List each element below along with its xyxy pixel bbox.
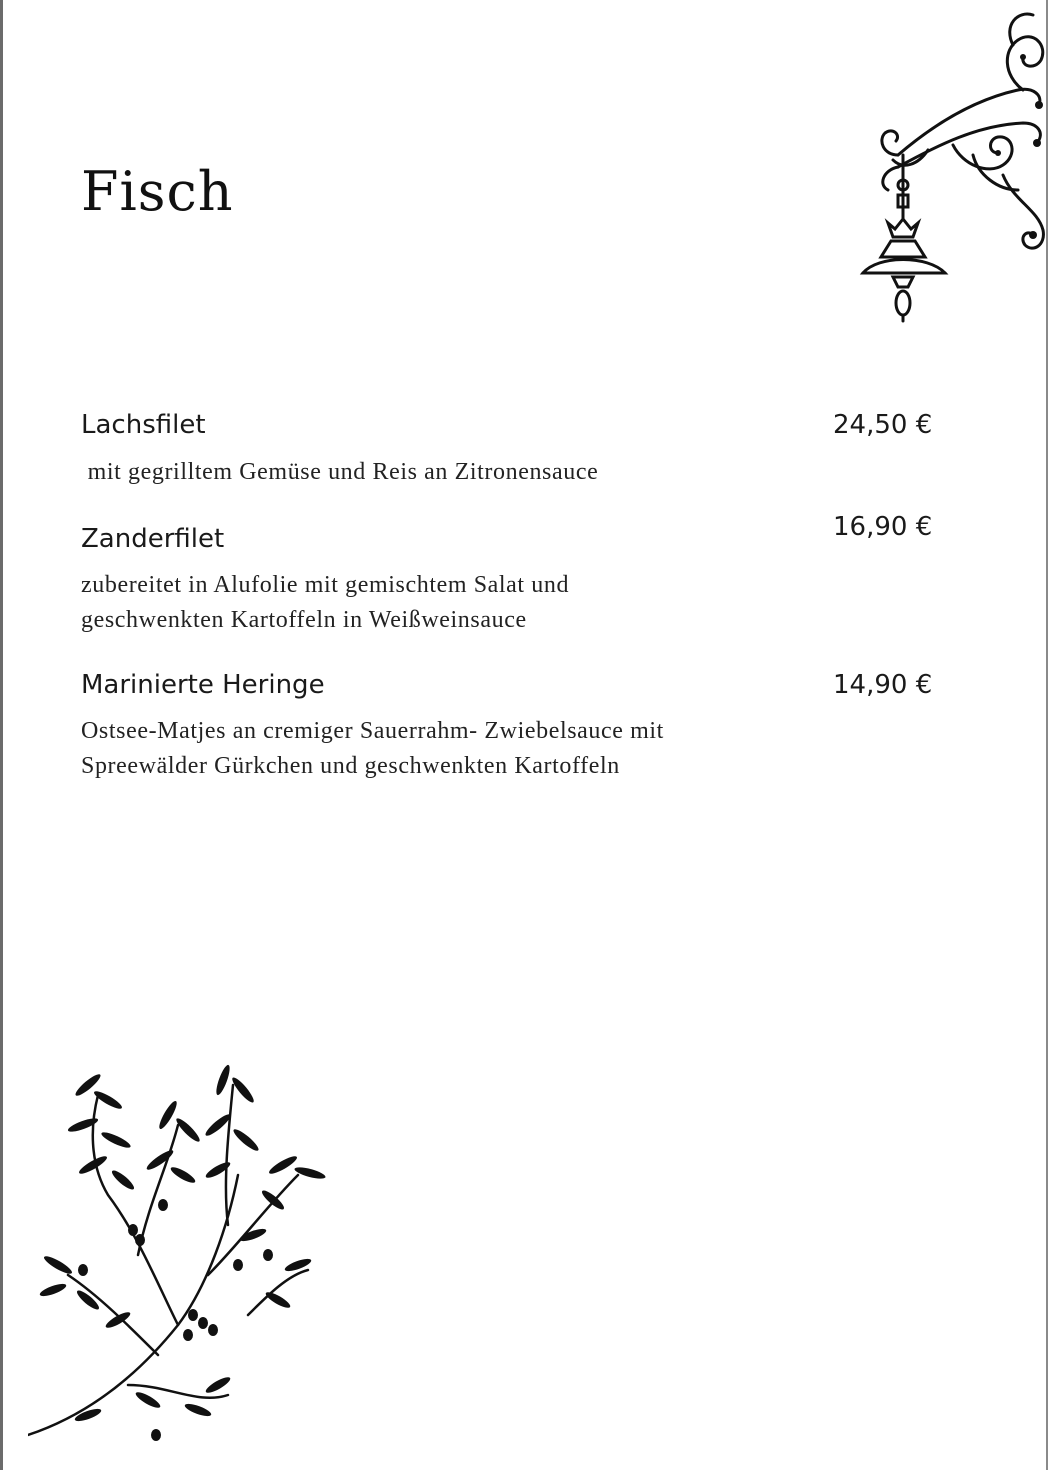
menu-item-description: Ostsee-Matjes an cremiger Sauerrahm- Zwiebelsauce mit Spreewälder Gürkchen und geschwenkten Kartoffeln — [81, 718, 664, 779]
olive-branch-icon — [28, 1055, 338, 1450]
menu-item-price: 24,50 € — [833, 410, 933, 440]
menu-item-name: Marinierte Heringe — [81, 670, 325, 700]
menu-item-price: 16,90 € — [833, 512, 933, 542]
page-title: Fisch — [81, 160, 234, 223]
menu-item-name: Lachsfilet — [81, 410, 206, 440]
wrought-iron-lantern-icon — [853, 5, 1048, 325]
menu-item-price: 14,90 € — [833, 670, 933, 700]
menu-item-description: mit gegrilltem Gemüse und Reis an Zitronensauce — [81, 459, 599, 485]
menu-item-name: Zanderfilet — [81, 524, 225, 554]
menu-item-description: zubereitet in Alufolie mit gemischtem Salat und geschwenkten Kartoffeln in Weißweinsauce — [81, 572, 570, 633]
